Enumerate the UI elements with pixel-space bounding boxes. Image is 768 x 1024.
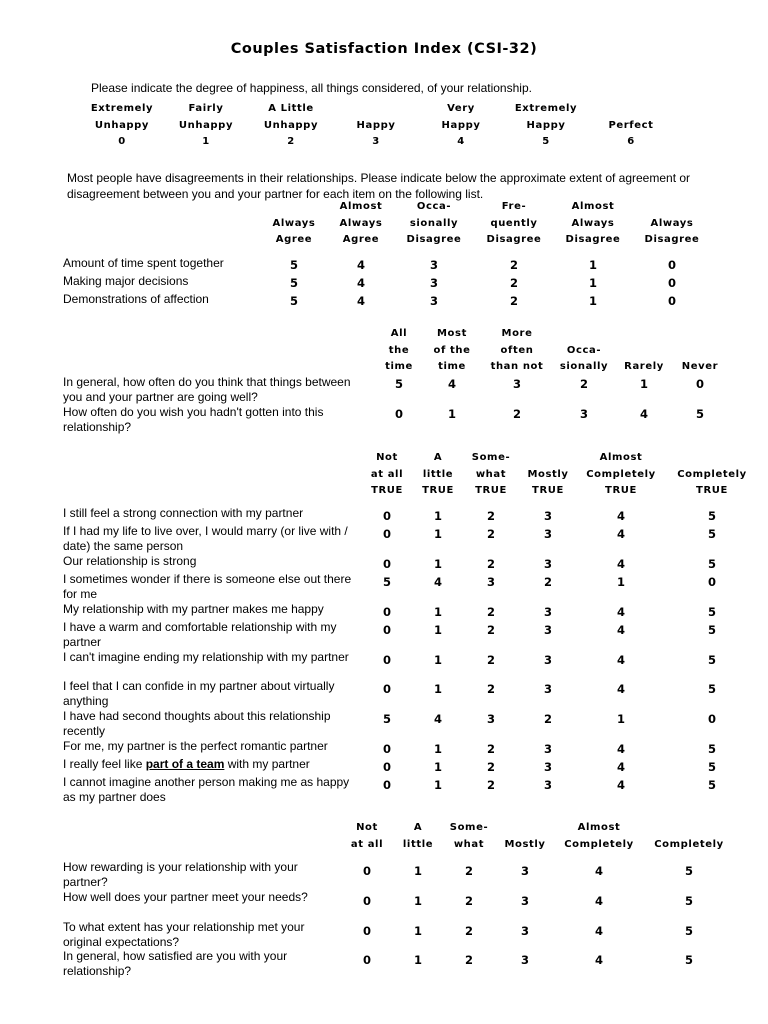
rating-option[interactable]: 4 [616,623,625,637]
rating-option[interactable]: 1 [588,276,597,290]
rating-option[interactable]: 2 [486,742,495,756]
happiness-column-header [91,101,153,151]
column-header-line: A [413,822,423,833]
rating-option[interactable]: 2 [486,623,495,637]
rating-option[interactable]: 3 [543,557,552,571]
column-header-line [645,199,700,216]
column-header-line: Completely [586,468,656,480]
rating-option[interactable]: 4 [594,953,603,967]
column-header-line: Happy [441,119,481,131]
column-header-line: 3 [372,136,380,147]
rating-option[interactable]: 2 [486,682,495,696]
column-header-line: Happy [356,119,396,131]
column-header-line: Unhappy [94,119,150,131]
rating-option[interactable]: 0 [382,557,391,571]
happiness-column-header [442,101,481,151]
rating-option[interactable]: 0 [707,712,716,726]
rating-option[interactable]: 3 [429,294,438,308]
rating-option[interactable]: 1 [413,864,422,878]
question-text: with my partner [224,757,310,771]
rating-option[interactable]: 2 [486,605,495,619]
rating-option[interactable]: 0 [362,953,371,967]
column-header-line: Never [681,361,719,372]
rating-option[interactable]: 2 [509,276,518,290]
column-header-line: Very [447,103,475,114]
rating-option[interactable]: 0 [382,623,391,637]
question-item: I have a warm and comfortable relationship with my partner [63,620,337,649]
rating-option[interactable]: 3 [429,258,438,272]
rating-option[interactable]: 3 [429,276,438,290]
rating-option[interactable]: 4 [594,864,603,878]
column-header-line: time [438,361,466,372]
rating-option[interactable]: 2 [579,377,588,391]
frequency-column-header [682,326,718,376]
extent-column-header [450,820,488,853]
column-header-line: 1 [202,136,210,147]
column-header-line: sionally [559,361,609,372]
rating-option[interactable]: 1 [639,377,648,391]
rating-option[interactable]: 5 [707,557,716,571]
rating-option[interactable]: 1 [433,653,442,667]
column-header-line: Completely [564,838,634,850]
rating-option[interactable]: 5 [707,509,716,523]
rating-option[interactable]: 3 [543,509,552,523]
column-header-line: More [501,328,533,339]
column-header-line [624,343,664,360]
rating-option[interactable]: 4 [594,924,603,938]
column-header-line [504,820,545,837]
column-header-line: Most [437,328,467,339]
rating-option[interactable]: 2 [486,760,495,774]
rating-option[interactable]: 2 [509,294,518,308]
column-header-line: of the [433,344,471,356]
agreement-column-header [566,199,621,249]
rating-option[interactable]: 5 [707,682,716,696]
question-item: How rewarding is your relationship with your partner? [63,860,298,889]
column-header-line: Almost [571,201,615,212]
rating-option[interactable]: 2 [486,653,495,667]
column-header-line: Always [339,217,383,229]
column-header-line: A Little [268,103,314,114]
agreement-column-header [487,199,542,249]
question-item: I still feel a strong connection with my partner [63,506,304,520]
rating-option[interactable]: 0 [382,742,391,756]
rating-option[interactable]: 1 [588,258,597,272]
column-header-line: Completely [654,838,724,850]
rating-option[interactable]: 0 [382,605,391,619]
column-header-line: TRUE [475,485,507,496]
question-item: I sometimes wonder if there is someone else out there for me [63,572,352,601]
happiness-column-header [357,101,396,151]
rating-option[interactable]: 5 [707,742,716,756]
column-header-line: Unhappy [178,119,234,131]
rating-option[interactable]: 5 [695,407,704,421]
column-header-line: what [475,468,507,480]
rating-option[interactable]: 0 [382,778,391,792]
column-header-line: TRUE [605,485,637,496]
rating-option[interactable]: 3 [543,742,552,756]
rating-option[interactable]: 0 [382,527,391,541]
rating-option[interactable]: 3 [579,407,588,421]
column-header-line: Mostly [504,838,546,850]
column-header-line: Always [650,217,694,229]
rating-option[interactable]: 2 [464,864,473,878]
rating-option[interactable]: 5 [707,778,716,792]
column-header-line [677,450,747,467]
agreement-column-header [407,199,462,249]
rating-option[interactable]: 1 [433,760,442,774]
rating-option[interactable]: 2 [464,953,473,967]
rating-option[interactable]: 4 [594,894,603,908]
column-header-line: Disagree [486,234,542,245]
rating-option[interactable]: 3 [543,760,552,774]
column-header-line: Agree [275,234,313,245]
column-header-line: Disagree [406,234,462,245]
happiness-column-header [515,101,577,151]
column-header-line: Not [376,452,398,463]
column-header-line: TRUE [532,485,564,496]
column-header-line: Almost [577,822,621,833]
rating-option[interactable]: 4 [616,682,625,696]
extent-column-header [504,820,545,853]
agreement-column-header [340,199,383,249]
rating-option[interactable]: 4 [616,778,625,792]
rating-option[interactable]: 1 [433,527,442,541]
extent-column-header [654,820,724,853]
rating-option[interactable]: 3 [520,924,529,938]
rating-option[interactable]: 5 [684,864,693,878]
truth-column-header [586,450,656,500]
column-header-line: Mostly [527,468,569,480]
column-header-line: Agree [342,234,380,245]
frequency-column-header [434,326,471,376]
rating-option[interactable]: 1 [413,894,422,908]
rating-option[interactable]: 1 [413,924,422,938]
rating-option[interactable]: 3 [520,894,529,908]
rating-option[interactable]: 4 [616,509,625,523]
rating-option[interactable]: 0 [667,258,676,272]
column-header-line: TRUE [696,485,728,496]
rating-option[interactable]: 2 [543,712,552,726]
rating-option[interactable]: 5 [707,760,716,774]
question-item: In general, how often do you think that things between you and your partner are going well? [63,375,351,404]
truth-column-header [422,450,454,500]
rating-option[interactable]: 5 [289,294,298,308]
happiness-column-header [264,101,318,151]
rating-option[interactable]: 1 [616,575,625,589]
rating-option[interactable]: 5 [707,623,716,637]
question-item: For me, my partner is the perfect romantic partner [63,739,328,753]
column-header-line: little [402,838,434,850]
rating-option[interactable]: 2 [486,527,495,541]
rating-option[interactable]: 3 [543,653,552,667]
rating-option[interactable]: 4 [433,575,442,589]
column-header-line [608,101,653,118]
rating-option[interactable]: 3 [520,864,529,878]
rating-option[interactable]: 1 [433,509,442,523]
rating-option[interactable]: 5 [707,527,716,541]
question-item: Amount of time spent together [63,256,224,270]
question-text: I really feel like [63,757,146,771]
rating-option[interactable]: 4 [356,258,365,272]
column-header-line: Fairly [188,103,224,114]
column-header-line: than not [490,361,544,372]
rating-option[interactable]: 4 [616,605,625,619]
rating-option[interactable]: 2 [486,778,495,792]
rating-option[interactable]: 5 [289,276,298,290]
rating-option[interactable]: 1 [433,742,442,756]
column-header-line: 4 [457,136,465,147]
column-header-line: what [453,838,485,850]
rating-option[interactable]: 3 [543,623,552,637]
happiness-instruction: Please indicate the degree of happiness, all things considered, of your relationship. [91,81,532,95]
question-item: Our relationship is strong [63,554,197,568]
rating-option[interactable]: 2 [464,894,473,908]
rating-option[interactable]: 3 [543,527,552,541]
rating-option[interactable]: 3 [486,575,495,589]
agreement-column-header [645,199,700,249]
rating-option[interactable]: 1 [447,407,456,421]
column-header-line: Almost [339,201,383,212]
rating-option[interactable]: 1 [616,712,625,726]
column-header-line: Always [272,217,316,229]
question-item: I feel that I can confide in my partner about virtually anything [63,679,335,708]
column-header-line [527,450,568,467]
rating-option[interactable]: 3 [543,605,552,619]
agreement-column-header [273,199,316,249]
question-item: Making major decisions [63,274,189,288]
happiness-column-header [179,101,233,151]
rating-option[interactable]: 2 [486,509,495,523]
rating-option[interactable]: 4 [616,557,625,571]
column-header-line: Always [571,217,615,229]
column-header-line: the [388,344,410,356]
rating-option[interactable]: 0 [382,760,391,774]
column-header-line: A [433,452,443,463]
question-item: I can't imagine ending my relationship with my partner [63,650,349,664]
column-header-line: little [422,468,454,480]
rating-option[interactable]: 1 [433,557,442,571]
column-header-line: Some- [471,452,511,463]
column-header-line: All [390,328,408,339]
rating-option[interactable]: 0 [362,864,371,878]
rating-option[interactable]: 4 [616,527,625,541]
column-header-line: Not [356,822,378,833]
rating-option[interactable]: 0 [382,682,391,696]
rating-option[interactable]: 0 [382,653,391,667]
extent-column-header [564,820,634,853]
rating-option[interactable]: 2 [509,258,518,272]
rating-option[interactable]: 1 [433,623,442,637]
column-header-line: Occa- [416,201,452,212]
rating-option[interactable]: 4 [639,407,648,421]
column-header-line: Happy [526,119,566,131]
column-header-line: 0 [118,136,126,147]
truth-column-header [677,450,747,500]
rating-option[interactable]: 0 [667,276,676,290]
rating-option[interactable]: 3 [543,778,552,792]
rating-option[interactable]: 4 [616,760,625,774]
question-item: To what extent has your relationship met your original expectations? [63,920,305,949]
rating-option[interactable]: 0 [695,377,704,391]
rating-option[interactable]: 0 [394,407,403,421]
column-header-line: Rarely [624,361,664,372]
question-item: In general, how satisfied are you with your relationship? [63,949,288,978]
column-header-line: 5 [542,136,550,147]
rating-option[interactable]: 2 [512,407,521,421]
rating-option[interactable]: 1 [588,294,597,308]
rating-option[interactable]: 5 [707,653,716,667]
column-header-line: sionally [409,217,459,229]
rating-option[interactable]: 2 [486,557,495,571]
rating-option[interactable]: 5 [684,924,693,938]
rating-option[interactable]: 4 [356,294,365,308]
question-item: Demonstrations of affection [63,292,209,306]
rating-option[interactable]: 3 [543,682,552,696]
column-header-line: 2 [287,136,295,147]
column-header-line: 6 [627,136,635,147]
rating-option[interactable]: 0 [667,294,676,308]
question-item: My relationship with my partner makes me happy [63,602,324,616]
extent-column-header [351,820,383,853]
column-header-line: Completely [677,468,747,480]
truth-column-header [371,450,403,500]
rating-option[interactable]: 3 [486,712,495,726]
question-item: If I had my life to live over, I would marry (or live with / date) the same person [63,524,348,553]
rating-option[interactable]: 5 [684,894,693,908]
rating-option[interactable]: 5 [394,377,403,391]
frequency-column-header [385,326,413,376]
column-header-line [682,343,718,360]
column-header-line: Almost [599,452,643,463]
frequency-column-header [491,326,544,376]
rating-option[interactable]: 1 [413,953,422,967]
rating-option[interactable]: 4 [447,377,456,391]
extent-column-header [403,820,433,853]
column-header-line: Disagree [565,234,621,245]
rating-option[interactable]: 5 [382,712,391,726]
question-item: I have had second thoughts about this relationship recently [63,709,331,738]
rating-option[interactable]: 3 [520,953,529,967]
column-header-line: Fre- [501,201,527,212]
truth-column-header [527,450,568,500]
column-header-line: Extremely [514,103,578,114]
rating-option[interactable]: 1 [433,778,442,792]
column-header-line [273,199,316,216]
column-header-line: quently [490,217,538,229]
column-header-line: TRUE [371,485,403,496]
column-header-line: Extremely [90,103,154,114]
happiness-column-header [608,101,653,151]
column-header-line: Occa- [566,344,602,356]
frequency-column-header [624,326,664,376]
column-header-line [654,820,724,837]
column-header-line: time [385,361,413,372]
page-title: Couples Satisfaction Index (CSI-32) [230,41,538,57]
rating-option[interactable]: 4 [616,653,625,667]
column-header-line: Disagree [644,234,700,245]
column-header-line [624,326,664,343]
rating-option[interactable]: 5 [289,258,298,272]
question-item: How well does your partner meet your needs? [63,890,308,904]
truth-column-header [472,450,510,500]
rating-option[interactable]: 0 [382,509,391,523]
column-header-line [357,101,396,118]
column-header-line: at all [370,468,404,480]
rating-option[interactable]: 0 [707,575,716,589]
rating-option[interactable]: 4 [356,276,365,290]
rating-option[interactable]: 5 [707,605,716,619]
question-item: How often do you wish you hadn't gotten into this relationship? [63,405,324,434]
column-header-line: at all [350,838,384,850]
frequency-column-header [560,326,608,376]
column-header-line: Perfect [608,119,654,131]
emphasized-text: part of a team [145,757,225,771]
rating-option[interactable]: 1 [433,682,442,696]
column-header-line: Unhappy [263,119,319,131]
column-header-line: Some- [449,822,489,833]
column-header-line [682,326,718,343]
rating-option[interactable]: 0 [362,894,371,908]
question-item: I cannot imagine another person making me as happy as my partner does [63,775,350,804]
rating-option[interactable]: 2 [543,575,552,589]
rating-option[interactable]: 5 [684,953,693,967]
rating-option[interactable]: 5 [382,575,391,589]
agreement-instruction: Most people have disagreements in their relationships. Please indicate below the approximate extent of agreement or disagreement between you and your partner for each item on the following list. [67,171,691,201]
rating-option[interactable]: 1 [433,605,442,619]
column-header-line [560,326,608,343]
column-header-line: often [500,344,534,356]
question-item [63,757,363,772]
column-header-line: TRUE [422,485,454,496]
rating-option[interactable]: 4 [433,712,442,726]
rating-option[interactable]: 0 [362,924,371,938]
rating-option[interactable]: 2 [464,924,473,938]
rating-option[interactable]: 3 [512,377,521,391]
rating-option[interactable]: 4 [616,742,625,756]
